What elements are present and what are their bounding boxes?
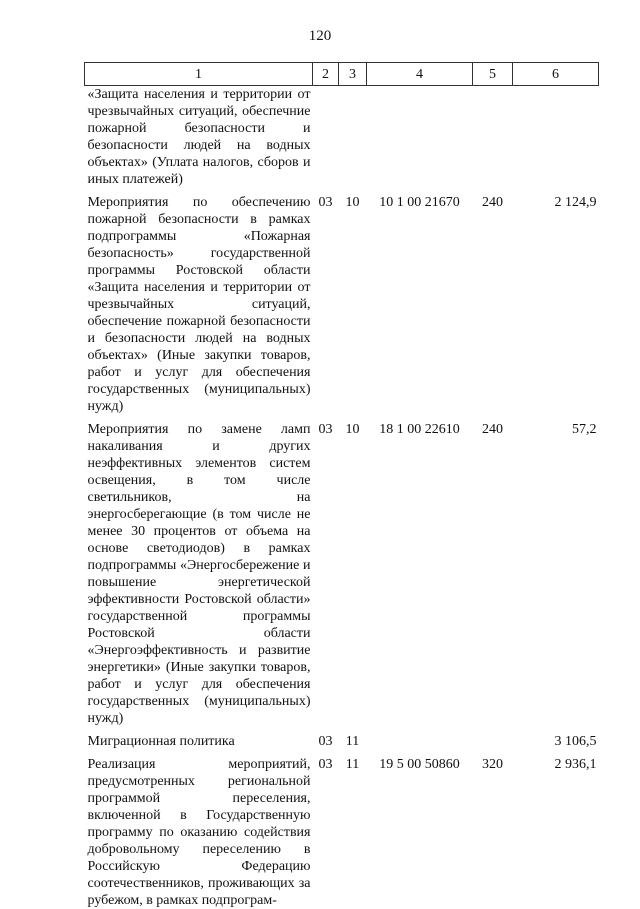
table-row <box>85 188 599 415</box>
table-header <box>85 63 599 86</box>
row-name: «Защита населения и территории от чрезвычайных ситуаций, обеспечние пожарной безопасности и безопасности людей на водных объектах» (Уплата налогов, сборов и иных платежей) <box>87 87 311 187</box>
row-amount: 57,2 <box>572 422 597 437</box>
row-target-code <box>367 727 473 750</box>
row-amount: 3 106,5 <box>554 734 597 749</box>
row-expense-type: 240 <box>482 195 503 210</box>
row-amount <box>513 86 599 189</box>
row-amount: 2 936,1 <box>554 757 597 772</box>
row-name: Мероприятия по замене ламп накаливания и других неэффективных элементов систем освещения, в том числе светильников, на энергосберегающие (в том числе не менее 30 процентов от объема на основе светодиодов) в рамках подпрограммы «Энергосбережение и повышение энергетической эффективности Ростовской области» государственной программы Ростовской области «Энергоэффективность и развитие энергетики» (Иные закупки товаров, работ и услуг для обеспечения государственных (муниципальных) нужд) <box>87 422 311 726</box>
row-subsection: 10 <box>345 422 360 437</box>
row-expense-type <box>473 86 513 189</box>
row-expense-type: 240 <box>482 422 503 437</box>
budget-table <box>84 62 599 909</box>
row-section: 03 <box>318 195 333 210</box>
row-target-code: 10 1 00 21670 <box>379 195 460 210</box>
row-section <box>313 86 339 189</box>
row-section: 03 <box>318 422 333 437</box>
table-row <box>85 415 599 727</box>
column-header: 4 <box>367 63 473 86</box>
row-section: 03 <box>318 757 333 772</box>
column-header: 5 <box>473 63 513 86</box>
row-expense-type <box>473 727 513 750</box>
row-section: 03 <box>318 734 333 749</box>
column-header: 6 <box>513 63 599 86</box>
row-name: Мероприятия по обеспечению пожарной безопасности в рамках подпрограммы «Пожарная безопасность» государственной программы Ростовской области «Защита населения и территории от чрезвычайных ситуаций, обеспечение пожарной безопасности и безопасности людей на водных объектах» (Иные закупки товаров, работ и услуг для обеспечения государственных (муниципальных) нужд) <box>87 195 311 414</box>
row-name: Реализация мероприятий, предусмотренных региональной программой переселения, включенной в Государственную программу по оказанию содействия добровольному переселению в Российскую Федерацию соотечественников, проживающих за рубежом, в рамках подпрограм- <box>87 757 311 908</box>
row-subsection <box>339 86 367 189</box>
table-row <box>85 750 599 909</box>
row-subsection: 11 <box>345 734 360 749</box>
row-target-code: 19 5 00 50860 <box>379 757 460 772</box>
row-expense-type: 320 <box>482 757 503 772</box>
row-target-code: 18 1 00 22610 <box>379 422 460 437</box>
table-row <box>85 86 599 189</box>
column-header: 3 <box>339 63 367 86</box>
row-subsection: 10 <box>345 195 360 210</box>
page-number: 120 <box>308 28 332 44</box>
row-amount: 2 124,9 <box>554 195 597 210</box>
column-header: 1 <box>85 63 313 86</box>
column-header: 2 <box>313 63 339 86</box>
row-subsection: 11 <box>345 757 360 772</box>
table-row <box>85 727 599 750</box>
row-name: Миграционная политика <box>87 734 235 749</box>
row-target-code <box>367 86 473 189</box>
